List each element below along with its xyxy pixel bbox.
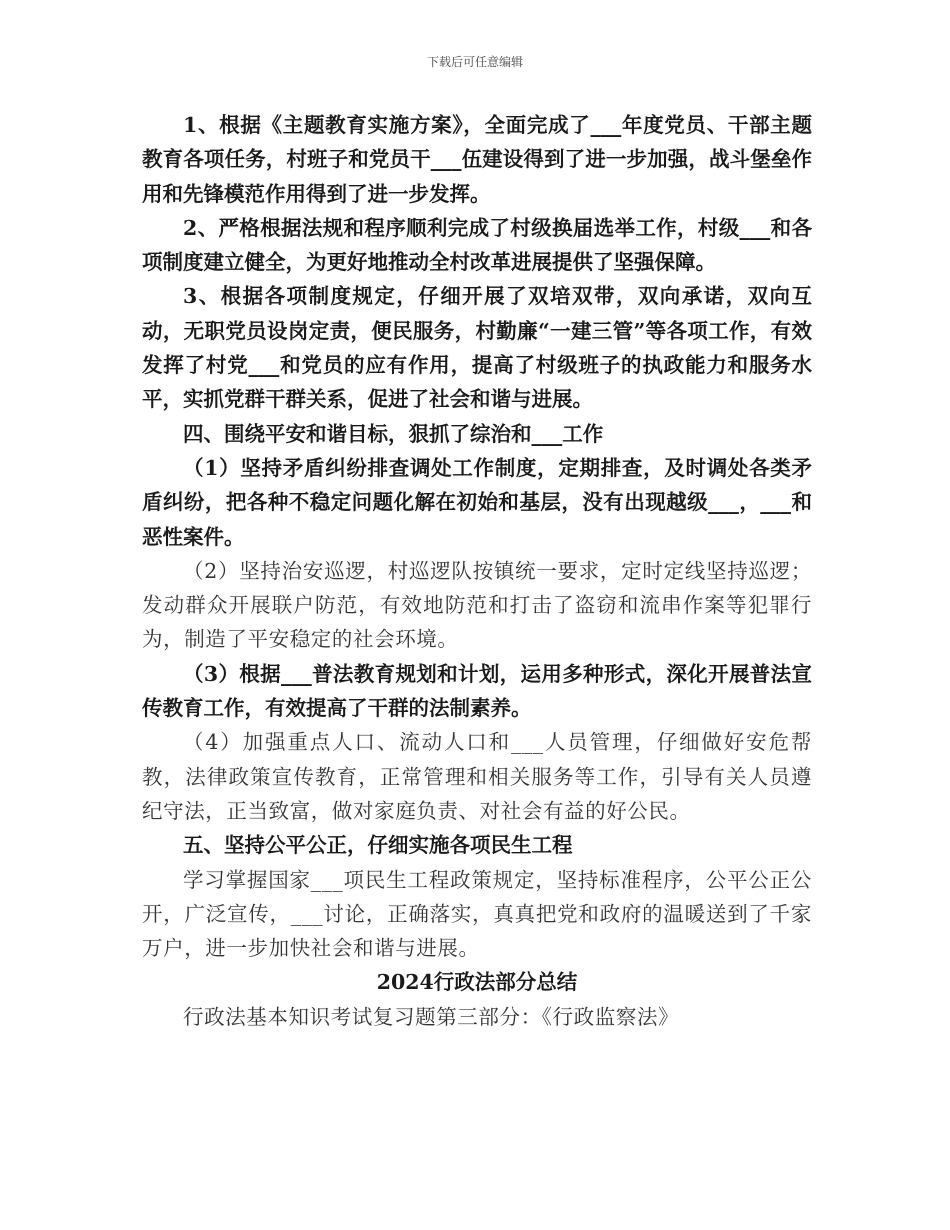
paragraph-4-3: （3）根据___普法教育规划和计划，运用多种形式，深化开展普法宣传教育工作，有效提高了干群的法制素养。: [142, 661, 812, 721]
paragraph-4-2: （2）坚持治安巡逻，村巡逻队按镇统一要求，定时定线坚持巡逻；发动群众开展联户防范，有效地防范和打击了盗窃和流串作案等犯罪行为，制造了平安稳定的社会环境。: [142, 558, 812, 652]
document-title: 2024行政法部分总结: [376, 970, 578, 995]
paragraph-4-1: （1）坚持矛盾纠纷排查调处工作制度，定期排查，及时调处各类矛盾纠纷，把各种不稳定问题化解在初始和基层，没有出现越级___，___和恶性案件。: [142, 455, 812, 549]
paragraph-1: 1、根据《主题教育实施方案》，全面完成了___年度党员、干部主题教育各项任务，村班子和党员干___伍建设得到了进一步加强，战斗堡垒作用和先锋模范作用得到了进一步发挥。: [142, 113, 812, 206]
section-heading-5: 五、坚持公平公正，仔细实施各项民生工程: [183, 833, 573, 858]
paragraph-2: 2、严格根据法规和程序顺利完成了村级换届选举工作，村级___和各项制度建立健全，为更好地推动全村改革进展提供了坚强保障。: [142, 215, 812, 275]
section-heading-4: 四、围绕平安和谐目标，狠抓了综治和___工作: [183, 421, 604, 446]
paragraph-5-1: 学习掌握国家___项民生工程政策规定，坚持标准程序，公平公正公开，广泛宣传，___讨论，正确落实，真真把党和政府的温暖送到了千家万户，进一步加快社会和谐与进展。: [142, 867, 812, 961]
paragraph-4-4: （4）加强重点人口、流动人口和___人员管理，仔细做好安危帮教，法律政策宣传教育，正常管理和相关服务等工作，引导有关人员遵纪守法，正当致富，做对家庭负责、对社会有益的好公民。: [142, 730, 812, 823]
page-header-note: 下载后可任意编辑: [426, 55, 523, 69]
paragraph-3: 3、根据各项制度规定，仔细开展了双培双带，双向承诺，双向互动，无职党员设岗定责，便民服务，村勤廉“一建三管”等各项工作，有效发挥了村党___和党员的应有作用，提高了村级班子的执政能力和服务水平，实抓党群干群关系，促进了社会和谐与进展。: [142, 284, 812, 412]
document-body: [142, 108, 812, 1034]
paragraph-subtitle: 行政法基本知识考试复习题第三部分：《行政监察法》: [183, 1004, 680, 1029]
